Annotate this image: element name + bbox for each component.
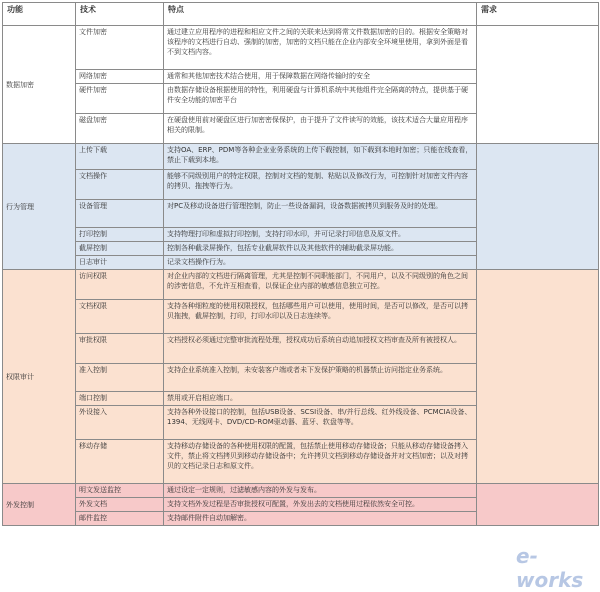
header-feat: 特点 bbox=[164, 3, 477, 26]
tech-cell: 设备管理 bbox=[76, 200, 164, 228]
watermark-logo: e-works bbox=[516, 544, 584, 592]
function-cell: 数据加密 bbox=[3, 26, 76, 144]
requirement-cell bbox=[477, 484, 599, 526]
feature-cell: 对PC及移动设备进行管理控制，防止一些设备漏洞，设备数据被拷贝到服务及时的处理。 bbox=[164, 200, 477, 228]
tech-cell: 外设接入 bbox=[76, 406, 164, 440]
feature-cell: 通过设定一定规则，过滤敏感内容的外发与发布。 bbox=[164, 484, 477, 498]
tech-cell: 移动存储 bbox=[76, 440, 164, 484]
tech-cell: 硬件加密 bbox=[76, 84, 164, 114]
function-cell: 权限审计 bbox=[3, 270, 76, 484]
feature-cell: 支持OA、ERP、PDM等各种企业业务系统的上传下载控制，如下载到本地时加密；只能在线查看，禁止下载到本地。 bbox=[164, 144, 477, 170]
feature-cell: 文档授权必须通过完整审批流程处理，授权成功后系统自动追加授权文档审查及所有被授权人。 bbox=[164, 334, 477, 364]
tech-cell: 文件加密 bbox=[76, 26, 164, 70]
header-req: 需求 bbox=[477, 3, 599, 26]
feature-cell: 支持物理打印和虚拟打印控制，支持打印水印，并可记录打印信息及原文件。 bbox=[164, 228, 477, 242]
feature-cell: 支持邮件附件自动加解密。 bbox=[164, 512, 477, 526]
feature-cell: 禁用或开启相应端口。 bbox=[164, 392, 477, 406]
table-row bbox=[3, 270, 599, 300]
function-cell: 行为管理 bbox=[3, 144, 76, 270]
tech-cell: 文档操作 bbox=[76, 170, 164, 200]
table-row bbox=[3, 26, 599, 70]
tech-cell: 外发文档 bbox=[76, 498, 164, 512]
tech-cell: 审批权限 bbox=[76, 334, 164, 364]
tech-cell: 访问权限 bbox=[76, 270, 164, 300]
header-func: 功能 bbox=[3, 3, 76, 26]
tech-cell: 截屏控制 bbox=[76, 242, 164, 256]
feature-cell: 通常和其他加密技术结合使用，用于保障数据在网络传输时的安全 bbox=[164, 70, 477, 84]
tech-cell: 日志审计 bbox=[76, 256, 164, 270]
feature-cell: 支持各种细粒度的使用权限授权，包括哪些用户可以使用，使用时间，是否可以修改，是否可以拷贝拖拽，截屏控制，打印，打印水印以及日志连续等。 bbox=[164, 300, 477, 334]
feature-cell: 通过建立应用程序的进程和相应文件之间的关联来达到将常文件数据加密的目的。根据安全策略对该程序的文档进行自动、强制的加密，加密的文档只能在企业内部安全环境里使用，拿到外面是看不到文档内容。 bbox=[164, 26, 477, 70]
tech-cell: 上传下载 bbox=[76, 144, 164, 170]
requirement-cell bbox=[477, 144, 599, 270]
feature-cell: 支持移动存储设备的各种使用权限的配置，包括禁止使用移动存储设备；只能从移动存储设备拷入文件，禁止将文档拷贝到移动存储设备中；允许拷贝文档到移动存储设备并对文档加密；以及对拷贝的文档记录日志和原文件。 bbox=[164, 440, 477, 484]
feature-cell: 记录文档操作行为。 bbox=[164, 256, 477, 270]
table-row bbox=[3, 144, 599, 170]
feature-cell: 支持企业系统准入控制，未安装客户端或者未下发保护策略的机器禁止访问指定业务系统。 bbox=[164, 364, 477, 392]
feature-cell: 在硬盘使用前对硬盘区进行加密密保保护，由于提升了文件读写的效能，该技术适合大量应用程序相关的限制。 bbox=[164, 114, 477, 144]
feature-cell: 对企业内部的文档进行隔离管理，尤其是控制不同职能部门，不同用户，以及不同级别的角色之间的涉密信息，不允许互相查看，以保证企业内部的敏感信息独立可控。 bbox=[164, 270, 477, 300]
requirement-cell bbox=[477, 270, 599, 484]
tech-cell: 网络加密 bbox=[76, 70, 164, 84]
feature-cell: 支持文档外发过程是否审批授权可配置，外发出去的文档使用过程依然安全可控。 bbox=[164, 498, 477, 512]
tech-cell: 打印控制 bbox=[76, 228, 164, 242]
header-row bbox=[3, 3, 599, 26]
header-tech: 技术 bbox=[76, 3, 164, 26]
tech-cell: 准入控制 bbox=[76, 364, 164, 392]
feature-cell: 控制各种截录屏操作，包括专业截屏软件以及其他软件的辅助截录屏功能。 bbox=[164, 242, 477, 256]
feature-cell: 由数据存储设备根据使用的特性，利用硬盘与计算机系统中其他组件完全隔离的特点，提供基于硬件安全功能的加密平台 bbox=[164, 84, 477, 114]
tech-cell: 明文发送监控 bbox=[76, 484, 164, 498]
requirement-cell bbox=[477, 26, 599, 144]
tech-cell: 磁盘加密 bbox=[76, 114, 164, 144]
tech-cell: 邮件监控 bbox=[76, 512, 164, 526]
tech-cell: 端口控制 bbox=[76, 392, 164, 406]
feature-cell: 支持各种外设接口的控制，包括USB设备、SCSI设备、串/并行总线、红外线设备、PCMCIA设备、1394、无线网卡、DVD/CD-ROM驱动器、蓝牙、软盘等等。 bbox=[164, 406, 477, 440]
table-row bbox=[3, 484, 599, 498]
function-cell: 外发控制 bbox=[3, 484, 76, 526]
feature-table bbox=[2, 2, 599, 526]
feature-cell: 能够不同级别用户的特定权限，控制对文档的复制、粘贴以及修改行为，可控制针对加密文件内容的拷贝、拖拽等行为。 bbox=[164, 170, 477, 200]
tech-cell: 文档权限 bbox=[76, 300, 164, 334]
